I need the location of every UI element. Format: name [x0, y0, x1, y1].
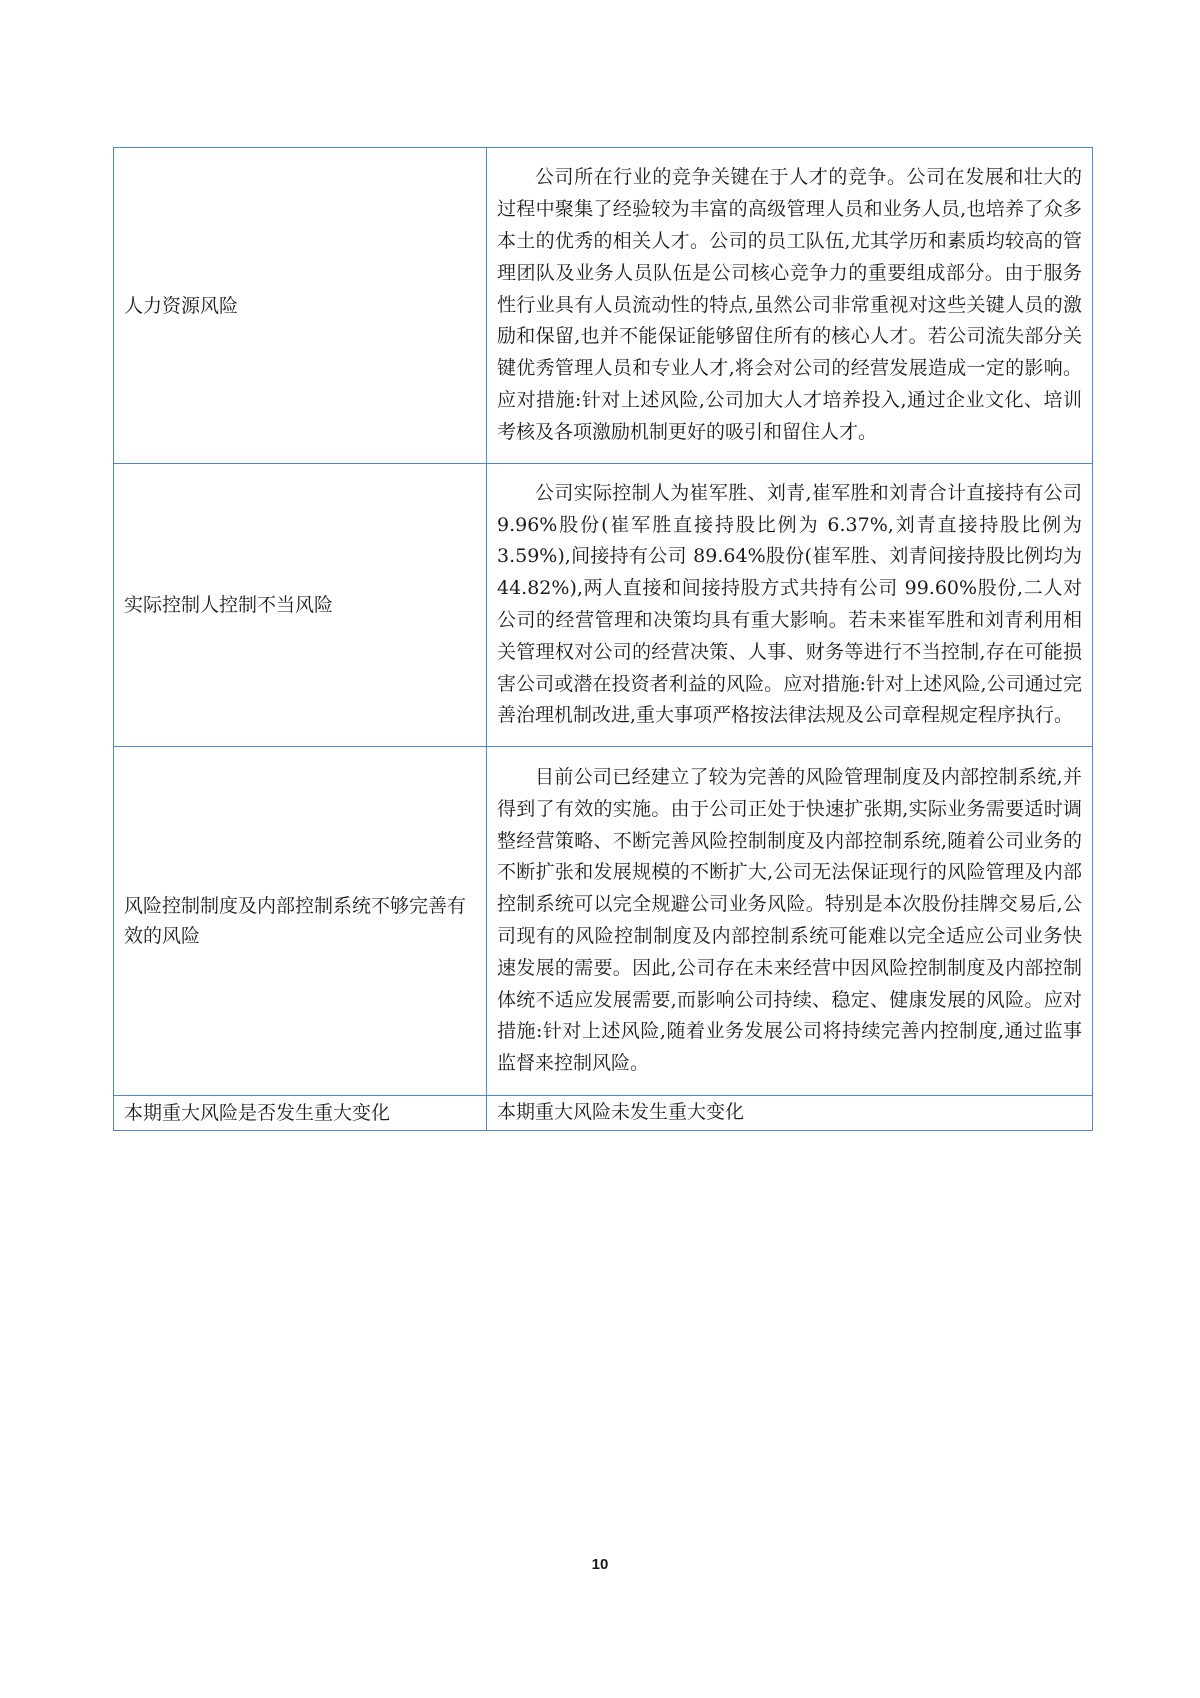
risk-table [113, 147, 1093, 1131]
risk-description: 公司所在行业的竞争关键在于人才的竞争。公司在发展和壮大的过程中聚集了经验较为丰富的高级管理人员和业务人员,也培养了众多本土的优秀的相关人才。公司的员工队伍,尤其学历和素质均较高的管理团队及业务人员队伍是公司核心竞争力的重要组成部分。由于服务性行业具有人员流动性的特点,虽然公司非常重视对这些关键人员的激励和保留,也并不能保证能够留住所有的核心人才。若公司流失部分关键优秀管理人员和专业人才,将会对公司的经营发展造成一定的影响。应对措施:针对上述风险,公司加大人才培养投入,通过企业文化、培训考核及各项激励机制更好的吸引和留住人才。 [487, 148, 1093, 464]
risk-name: 人力资源风险 [114, 148, 487, 464]
table-row [114, 1096, 1093, 1131]
risk-description: 公司实际控制人为崔军胜、刘青,崔军胜和刘青合计直接持有公司 9.96%股份(崔军胜直接持股比例为 6.37%,刘青直接持股比例为 3.59%),间接持有公司 89.64%股份(崔军胜、刘青间接持股比例均为 44.82%),两人直接和间接持股方式共持有公司 99.60%股份,二人对公司的经营管理和决策均具有重大影响。若未来崔军胜和刘青利用相关管理权对公司的经营决策、人事、财务等进行不当控制,存在可能损害公司或潜在投资者利益的风险。应对措施:针对上述风险,公司通过完善治理机制改进,重大事项严格按法律法规及公司章程规定程序执行。 [487, 464, 1093, 747]
table-row [114, 464, 1093, 747]
risk-name: 风险控制制度及内部控制系统不够完善有效的风险 [114, 747, 487, 1096]
table-row [114, 747, 1093, 1096]
risk-description: 本期重大风险未发生重大变化 [487, 1096, 1093, 1131]
page-number: 10 [591, 1556, 609, 1573]
risk-name: 本期重大风险是否发生重大变化 [114, 1096, 487, 1131]
risk-name: 实际控制人控制不当风险 [114, 464, 487, 747]
risk-description: 目前公司已经建立了较为完善的风险管理制度及内部控制系统,并得到了有效的实施。由于公司正处于快速扩张期,实际业务需要适时调整经营策略、不断完善风险控制制度及内部控制系统,随着公司业务的不断扩张和发展规模的不断扩大,公司无法保证现行的风险管理及内部控制系统可以完全规避公司业务风险。特别是本次股份挂牌交易后,公司现有的风险控制制度及内部控制系统可能难以完全适应公司业务快速发展的需要。因此,公司存在未来经营中因风险控制制度及内部控制体统不适应发展需要,而影响公司持续、稳定、健康发展的风险。应对措施:针对上述风险,随着业务发展公司将持续完善内控制度,通过监事监督来控制风险。 [487, 747, 1093, 1096]
table-row [114, 148, 1093, 464]
